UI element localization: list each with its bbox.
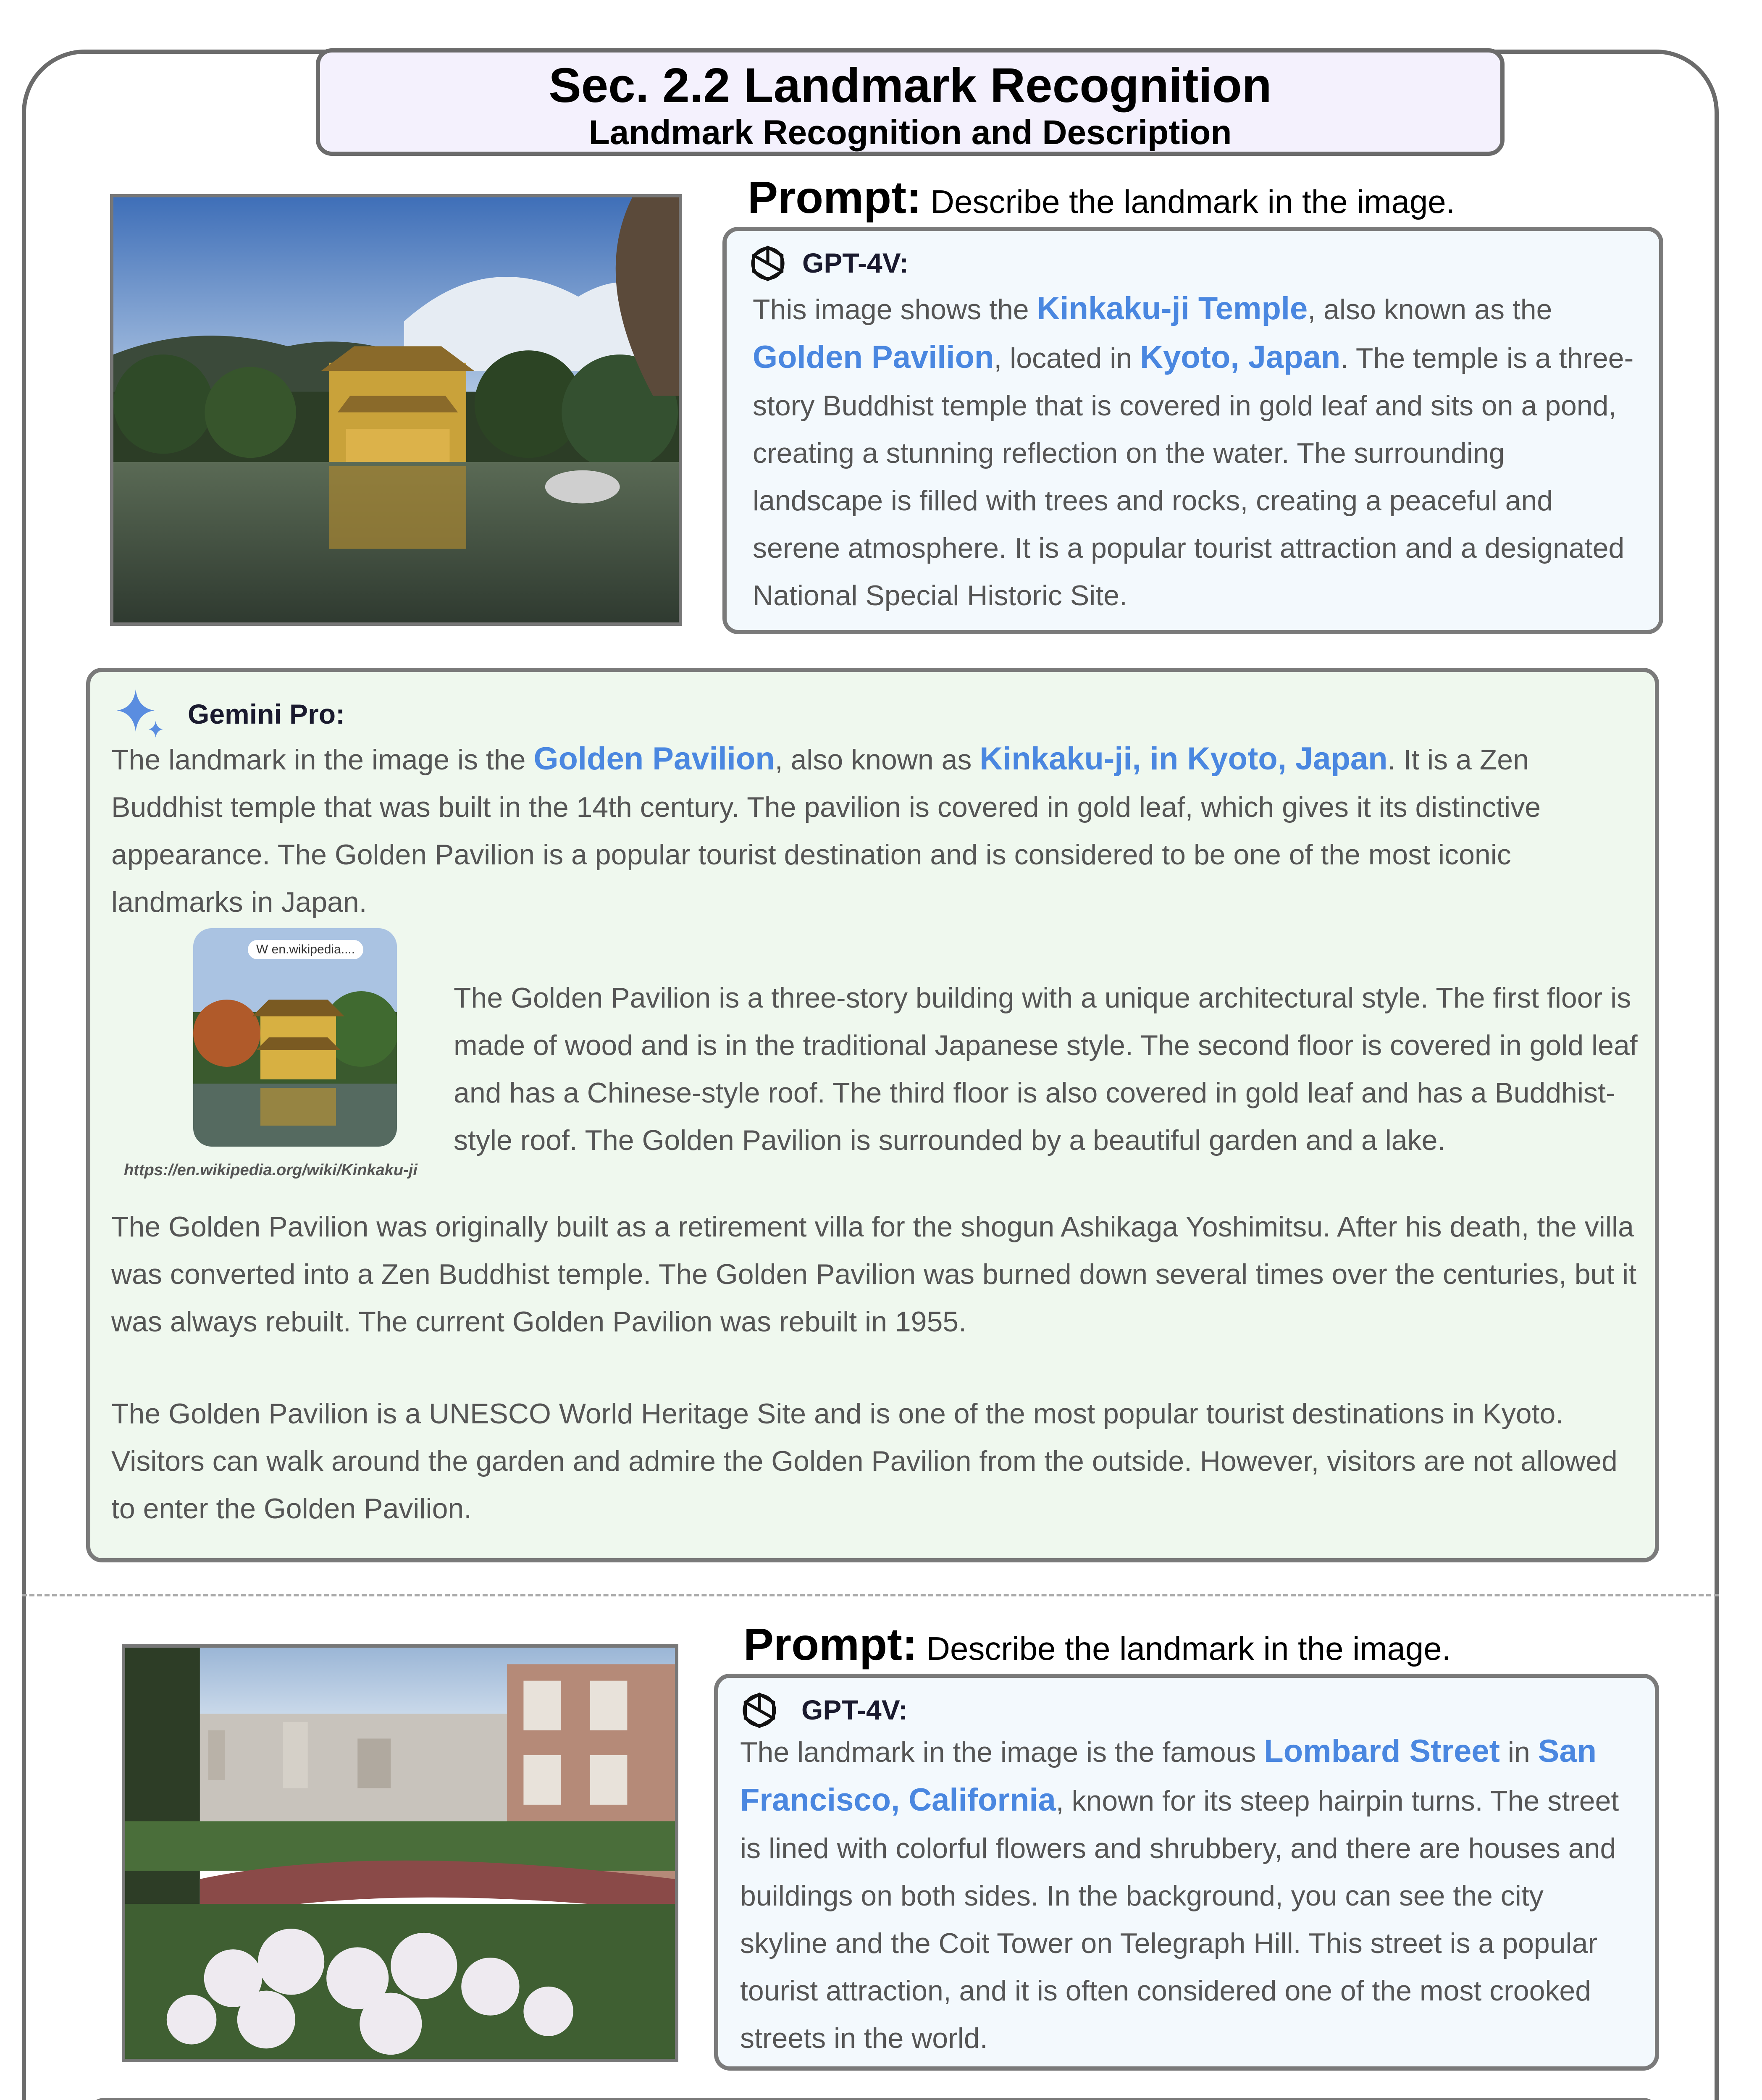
gemini-paragraph-4: The Golden Pavilion is a UNESCO World Heritage Site and is one of the most popular tourist destinations in Kyoto. Visitors can walk around the garden and admire the Golden Pavilion from the outside. However, visitors are not allowed to enter the Golden Pavilion. (111, 1398, 1618, 1525)
answer-segment: This image shows the (753, 294, 1037, 326)
answer-segment: in (1499, 1736, 1538, 1768)
page-title: Sec. 2.2 Landmark Recognition (549, 58, 1272, 113)
section-divider (22, 1594, 1719, 1596)
gemini-paragraph-3: The Golden Pavilion was originally built as a retirement villa for the shogun Ashikaga Yoshimitsu. After his death, the villa was converted into a Zen Buddhist temple. The Golden Pavilion was burned down several times over the centuries, but it was always rebuilt. The current Golden Pavilion was rebuilt in 1955. (111, 1211, 1637, 1338)
gpt-label: GPT-4V: (802, 247, 909, 278)
answer-segment: , also known as (775, 744, 980, 776)
gemini-label: Gemini Pro: (188, 698, 345, 730)
wikipedia-badge: W en.wikipedia.... (248, 940, 363, 959)
highlighted-answer: Kyoto, Japan (1140, 339, 1341, 375)
gpt-response-box-1 (722, 227, 1663, 634)
gpt-answer-text (740, 1727, 1635, 2062)
highlighted-answer: Kinkaku-ji Temple (1037, 291, 1308, 326)
answer-segment: The landmark in the image is the (111, 744, 534, 776)
gemini-sparkle-icon (112, 685, 171, 743)
gpt-response-box-2 (714, 1674, 1659, 2071)
kinkakuji-photo (110, 194, 682, 626)
answer-segment: , also known as the (1308, 294, 1552, 326)
answer-segment: , located in (994, 342, 1140, 374)
prompt-text: Describe the landmark in the image. (917, 1630, 1451, 1667)
highlighted-answer: San Francisco, California (740, 1733, 1597, 1818)
gemini-paragraph-2: The Golden Pavilion is a three-story building with a unique architectural style. The first floor is made of wood and is in the traditional Japanese style. The second floor is covered in gold leaf and has a Chinese-style roof. The third floor is also covered in gold leaf and has a Buddhist-style roof. The Golden Pavilion is surrounded by a beautiful garden and a lake. (454, 982, 1638, 1156)
prompt-label: Prompt: (748, 172, 922, 223)
answer-segment: The landmark in the image is the famous (740, 1736, 1264, 1768)
title-box (316, 48, 1505, 156)
highlighted-answer: Kinkaku-ji, in Kyoto, Japan (979, 741, 1388, 777)
answer-segment: , known for its steep hairpin turns. The street is lined with colorful flowers and shrubbery, and there are houses and buildings on both sides. In the background, you can see the city skyline and the Coit Tower on Telegraph Hill. This street is a popular tourist attraction, and it is often considered one of the most crooked streets in the world. (740, 1785, 1619, 2054)
highlighted-answer: Golden Pavilion (533, 741, 775, 777)
wikipedia-thumbnail (193, 928, 397, 1147)
answer-segment: . The temple is a three-story Buddhist temple that is covered in gold leaf and sits on a pond, creating a stunning reflection on the water. The surrounding landscape is filled with trees and rocks, creating a peaceful and serene atmosphere. It is a popular tourist attraction and a designated National Special Historic Site. (753, 342, 1634, 612)
answer-segment: . It is a Zen Buddhist temple that was built in the 14th century. The pavilion is covered in gold leaf, which gives it its distinctive appearance. The Golden Pavilion is a popular tourist destination and is considered to be one of the most iconic landmarks in Japan. (111, 744, 1541, 918)
openai-icon (743, 240, 793, 291)
page-subtitle: Landmark Recognition and Description (588, 113, 1232, 152)
gemini-response-box-1 (86, 668, 1659, 1562)
prompt-label: Prompt: (743, 1619, 917, 1670)
source-url-link[interactable]: https://en.wikipedia.org/wiki/Kinkaku-ji (124, 1161, 418, 1179)
gemini-paragraph-1 (111, 735, 1640, 926)
gemini-response-box-2 (88, 2098, 1659, 2100)
lombard-street-photo (122, 1644, 678, 2062)
prompt-text: Describe the landmark in the image. (921, 183, 1455, 220)
gpt-label: GPT-4V: (801, 1694, 908, 1725)
highlighted-answer: Lombard Street (1264, 1733, 1500, 1769)
prompt-2 (743, 1619, 1451, 1670)
highlighted-answer: Golden Pavilion (753, 339, 994, 375)
gpt-answer-text (753, 285, 1635, 620)
prompt-1 (748, 172, 1455, 223)
